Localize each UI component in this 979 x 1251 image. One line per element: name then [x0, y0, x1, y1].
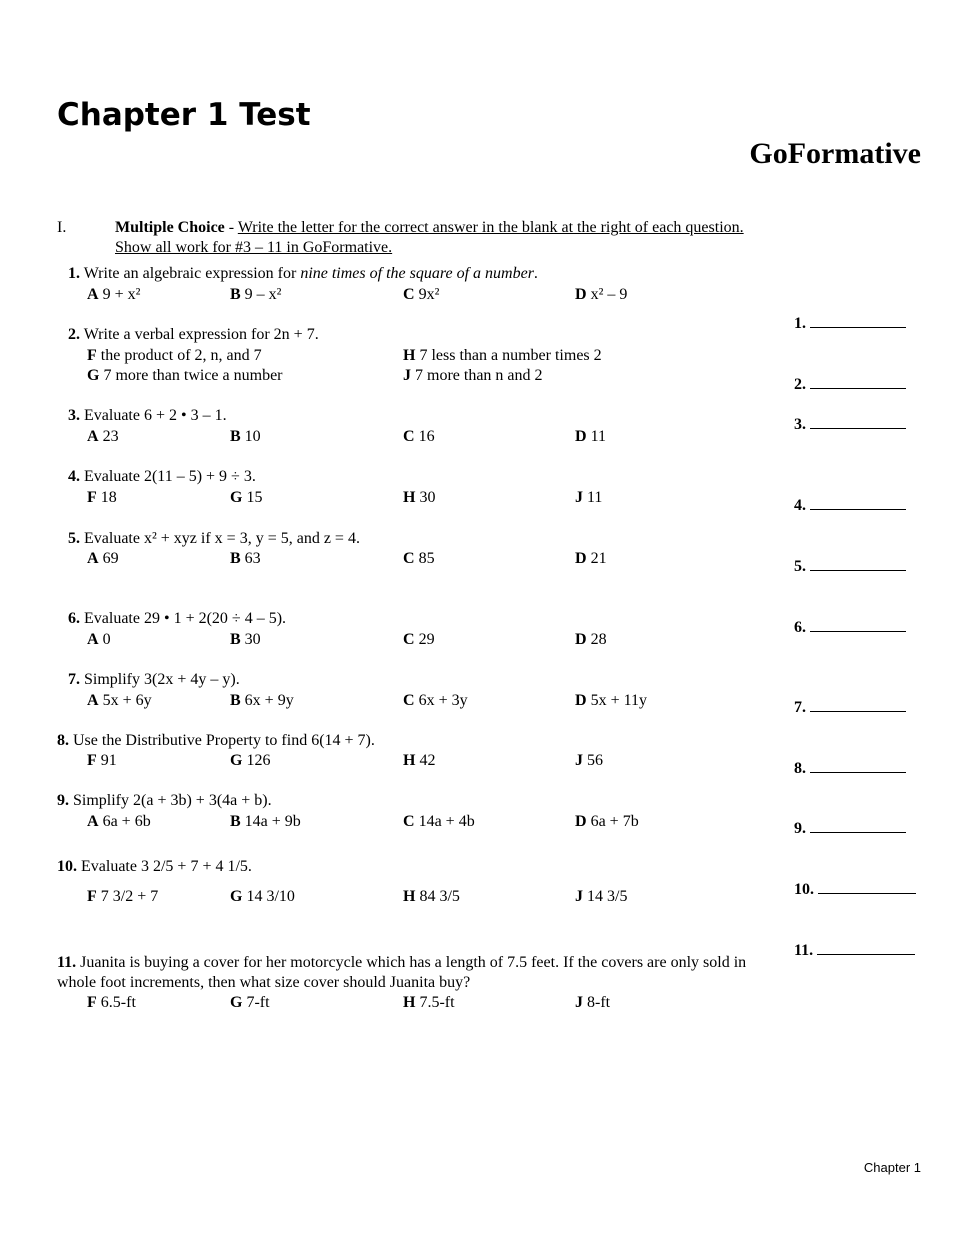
option-letter: J — [575, 489, 583, 506]
question-text: Evaluate 29 • 1 + 2(20 ÷ 4 – 5). — [84, 610, 287, 627]
q1-option-d — [575, 285, 627, 305]
q8-option-f — [87, 751, 117, 771]
q3-option-d — [575, 427, 606, 447]
question-7 — [68, 670, 240, 690]
q1-option-b — [230, 285, 281, 305]
q2-option-j — [403, 366, 543, 386]
option-letter: B — [230, 631, 241, 648]
option-value: 6a + 7b — [590, 813, 639, 830]
option-value: 56 — [587, 752, 603, 769]
question-number: 1. — [68, 265, 80, 282]
option-letter: H — [403, 347, 416, 364]
answer-line[interactable] — [817, 940, 915, 955]
option-letter: G — [230, 994, 243, 1011]
answer-line[interactable] — [810, 414, 906, 429]
option-value: 85 — [418, 550, 435, 567]
option-value: the product of 2, n, and 7 — [100, 347, 262, 364]
answer-blank-3[interactable] — [794, 414, 906, 435]
question-5 — [68, 529, 360, 549]
option-letter: D — [575, 692, 587, 709]
option-letter: B — [230, 550, 241, 567]
q6-option-b — [230, 630, 261, 650]
answer-blank-4[interactable] — [794, 495, 906, 516]
option-letter: B — [230, 813, 241, 830]
q2-option-g — [87, 366, 283, 386]
option-value: 15 — [246, 489, 263, 506]
option-letter: C — [403, 428, 415, 445]
question-text-italic: nine times of the square of a number — [300, 265, 534, 282]
option-letter: G — [230, 752, 243, 769]
q5-option-d — [575, 549, 607, 569]
question-text: Write an algebraic expression for — [83, 265, 301, 282]
q3-option-a — [87, 427, 119, 447]
q3-option-b — [230, 427, 261, 447]
option-value: 23 — [102, 428, 119, 445]
option-value: 6a + 6b — [102, 813, 151, 830]
option-value: 9 – x² — [244, 286, 282, 303]
option-value: 14a + 9b — [244, 813, 301, 830]
q4-option-h — [403, 488, 435, 508]
answer-label: 8. — [794, 760, 806, 777]
option-value: 5x + 6y — [102, 692, 152, 709]
option-letter: C — [403, 286, 415, 303]
q7-option-d — [575, 691, 647, 711]
option-letter: F — [87, 994, 97, 1011]
option-value: 7-ft — [246, 994, 270, 1011]
question-text-end: . — [533, 265, 538, 282]
q6-option-a — [87, 630, 111, 650]
option-letter: H — [403, 489, 416, 506]
q1-option-a — [87, 285, 140, 305]
option-value: 11 — [587, 489, 603, 506]
answer-label: 6. — [794, 619, 806, 636]
option-letter: D — [575, 550, 587, 567]
section-heading: Multiple Choice — [115, 219, 225, 236]
option-value: 7 less than a number times 2 — [419, 347, 602, 364]
option-letter: F — [87, 347, 97, 364]
option-letter: D — [575, 286, 587, 303]
question-1 — [68, 264, 538, 284]
option-letter: H — [403, 752, 416, 769]
answer-label: 1. — [794, 315, 806, 332]
option-letter: A — [87, 692, 99, 709]
answer-line[interactable] — [810, 313, 906, 328]
q3-option-c — [403, 427, 435, 447]
question-8 — [57, 731, 375, 751]
question-text: Write a verbal expression for 2n + 7. — [83, 326, 319, 343]
option-letter: B — [230, 692, 241, 709]
answer-line[interactable] — [818, 879, 916, 894]
answer-blank-7[interactable] — [794, 697, 906, 718]
option-letter: A — [87, 550, 99, 567]
option-letter: F — [87, 489, 97, 506]
answer-blank-5[interactable] — [794, 556, 906, 577]
question-number: 11. — [57, 954, 77, 971]
answer-line[interactable] — [810, 617, 906, 632]
q11-option-f — [87, 993, 136, 1013]
option-letter: A — [87, 631, 99, 648]
question-4 — [68, 467, 256, 487]
answer-line[interactable] — [810, 495, 906, 510]
question-number: 5. — [68, 530, 80, 547]
q5-option-b — [230, 549, 261, 569]
option-value: 42 — [419, 752, 436, 769]
page-footer: Chapter 1 — [863, 1160, 921, 1175]
question-9 — [57, 791, 272, 811]
option-letter: B — [230, 428, 241, 445]
section-dash: - — [224, 219, 238, 236]
q11-option-h — [403, 993, 455, 1013]
option-value: 18 — [100, 489, 117, 506]
q4-option-f — [87, 488, 117, 508]
option-letter: C — [403, 631, 415, 648]
answer-line[interactable] — [810, 556, 906, 571]
option-letter: J — [575, 994, 583, 1011]
question-10 — [57, 857, 252, 877]
option-value: 14 3/10 — [246, 888, 295, 905]
answer-line[interactable] — [810, 758, 906, 773]
option-value: 7 3/2 + 7 — [100, 888, 159, 905]
answer-line[interactable] — [810, 374, 906, 389]
option-letter: A — [87, 286, 99, 303]
q8-option-j — [575, 751, 603, 771]
answer-label: 3. — [794, 416, 806, 433]
option-letter: J — [575, 752, 583, 769]
question-text: Use the Distributive Property to find 6(14 + 7). — [73, 732, 375, 749]
option-letter: C — [403, 550, 415, 567]
answer-blank-2[interactable] — [794, 374, 906, 395]
option-value: 28 — [590, 631, 607, 648]
question-number: 2. — [68, 326, 80, 343]
q7-option-a — [87, 691, 152, 711]
question-text: Evaluate 2(11 – 5) + 9 ÷ 3. — [84, 468, 256, 485]
option-letter: A — [87, 428, 99, 445]
option-letter: D — [575, 813, 587, 830]
option-value: 16 — [418, 428, 435, 445]
question-text: Simplify 2(a + 3b) + 3(4a + b). — [73, 792, 272, 809]
q5-option-a — [87, 549, 119, 569]
q6-option-c — [403, 630, 435, 650]
q10-option-h — [403, 887, 460, 907]
option-value: 0 — [102, 631, 111, 648]
q7-option-c — [403, 691, 468, 711]
option-value: 126 — [246, 752, 271, 769]
question-text: Evaluate 3 2/5 + 7 + 4 1/5. — [81, 858, 252, 875]
option-letter: H — [403, 888, 416, 905]
option-letter: D — [575, 631, 587, 648]
q9-option-b — [230, 812, 301, 832]
option-value: 11 — [590, 428, 606, 445]
question-number: 4. — [68, 468, 80, 485]
answer-label: 11. — [794, 942, 814, 959]
question-6 — [68, 609, 286, 629]
q8-option-h — [403, 751, 435, 771]
option-letter: G — [87, 367, 100, 384]
option-value: 21 — [590, 550, 607, 567]
answer-blank-1[interactable] — [794, 313, 906, 334]
option-letter: J — [403, 367, 411, 384]
q7-option-b — [230, 691, 294, 711]
option-letter: F — [87, 752, 97, 769]
option-value: 9 + x² — [102, 286, 141, 303]
q6-option-d — [575, 630, 607, 650]
question-number: 8. — [57, 732, 69, 749]
option-letter: A — [87, 813, 99, 830]
option-value: 7 more than twice a number — [103, 367, 283, 384]
answer-blank-11[interactable] — [794, 940, 915, 961]
option-value: 6.5-ft — [100, 994, 136, 1011]
option-letter: C — [403, 692, 415, 709]
question-text: Simplify 3(2x + 4y – y). — [84, 671, 240, 688]
answer-blank-9[interactable] — [794, 818, 906, 839]
section-instructions-text: Write the letter for the correct answer in the blank at the right of each question. Show all work for #3 – 11 in GoFormative. — [115, 219, 744, 256]
question-2 — [68, 325, 319, 345]
question-number: 3. — [68, 407, 80, 424]
q8-option-g — [230, 751, 270, 771]
q9-option-c — [403, 812, 475, 832]
question-11 — [57, 953, 757, 993]
option-value: 6x + 9y — [244, 692, 294, 709]
option-value: 29 — [418, 631, 435, 648]
option-value: 30 — [244, 631, 261, 648]
option-letter: B — [230, 286, 241, 303]
question-text: Evaluate 6 + 2 • 3 – 1. — [84, 407, 227, 424]
question-number: 9. — [57, 792, 69, 809]
option-letter: J — [575, 888, 583, 905]
option-letter: H — [403, 994, 416, 1011]
option-letter: F — [87, 888, 97, 905]
question-3 — [68, 406, 227, 426]
option-value: 7 more than n and 2 — [415, 367, 543, 384]
q10-option-j — [575, 887, 627, 907]
option-value: 91 — [100, 752, 117, 769]
option-letter: D — [575, 428, 587, 445]
q2-option-h — [403, 346, 602, 366]
option-value: x² – 9 — [590, 286, 628, 303]
section-instructions — [115, 218, 755, 258]
option-value: 30 — [419, 489, 436, 506]
answer-blank-10[interactable] — [794, 879, 916, 900]
option-value: 14 3/5 — [587, 888, 628, 905]
answer-line[interactable] — [810, 818, 906, 833]
q9-option-a — [87, 812, 151, 832]
option-letter: G — [230, 489, 243, 506]
q1-option-c — [403, 285, 439, 305]
answer-blank-8[interactable] — [794, 758, 906, 779]
option-letter: C — [403, 813, 415, 830]
q4-option-j — [575, 488, 602, 508]
q10-option-f — [87, 887, 158, 907]
q9-option-d — [575, 812, 639, 832]
question-text: Evaluate x² + xyz if x = 3, y = 5, and z = 4. — [84, 530, 360, 547]
option-value: 6x + 3y — [418, 692, 468, 709]
option-value: 5x + 11y — [590, 692, 647, 709]
option-value: 9x² — [418, 286, 440, 303]
option-letter: G — [230, 888, 243, 905]
option-value: 10 — [244, 428, 261, 445]
answer-label: 10. — [794, 881, 814, 898]
question-text: Juanita is buying a cover for her motorcycle which has a length of 7.5 feet. If the covers are only sold in whole foot increments, then what size cover should Juanita buy? — [57, 954, 747, 991]
option-value: 8-ft — [587, 994, 611, 1011]
question-number: 7. — [68, 671, 80, 688]
answer-label: 7. — [794, 699, 806, 716]
q4-option-g — [230, 488, 262, 508]
q11-option-j — [575, 993, 610, 1013]
option-value: 63 — [244, 550, 261, 567]
answer-label: 4. — [794, 497, 806, 514]
option-value: 7.5-ft — [419, 994, 455, 1011]
q2-option-f — [87, 346, 262, 366]
option-value: 84 3/5 — [419, 888, 460, 905]
section-numeral: I. — [57, 219, 67, 236]
q10-option-g — [230, 887, 295, 907]
option-value: 69 — [102, 550, 119, 567]
option-value: 14a + 4b — [418, 813, 475, 830]
answer-blank-6[interactable] — [794, 617, 906, 638]
answer-label: 2. — [794, 376, 806, 393]
brand-name: GoFormative — [749, 137, 921, 170]
answer-label: 9. — [794, 820, 806, 837]
question-number: 6. — [68, 610, 80, 627]
answer-line[interactable] — [810, 697, 906, 712]
q11-option-g — [230, 993, 270, 1013]
question-number: 10. — [57, 858, 77, 875]
q5-option-c — [403, 549, 435, 569]
answer-label: 5. — [794, 558, 806, 575]
page-title: Chapter 1 Test — [57, 97, 311, 133]
